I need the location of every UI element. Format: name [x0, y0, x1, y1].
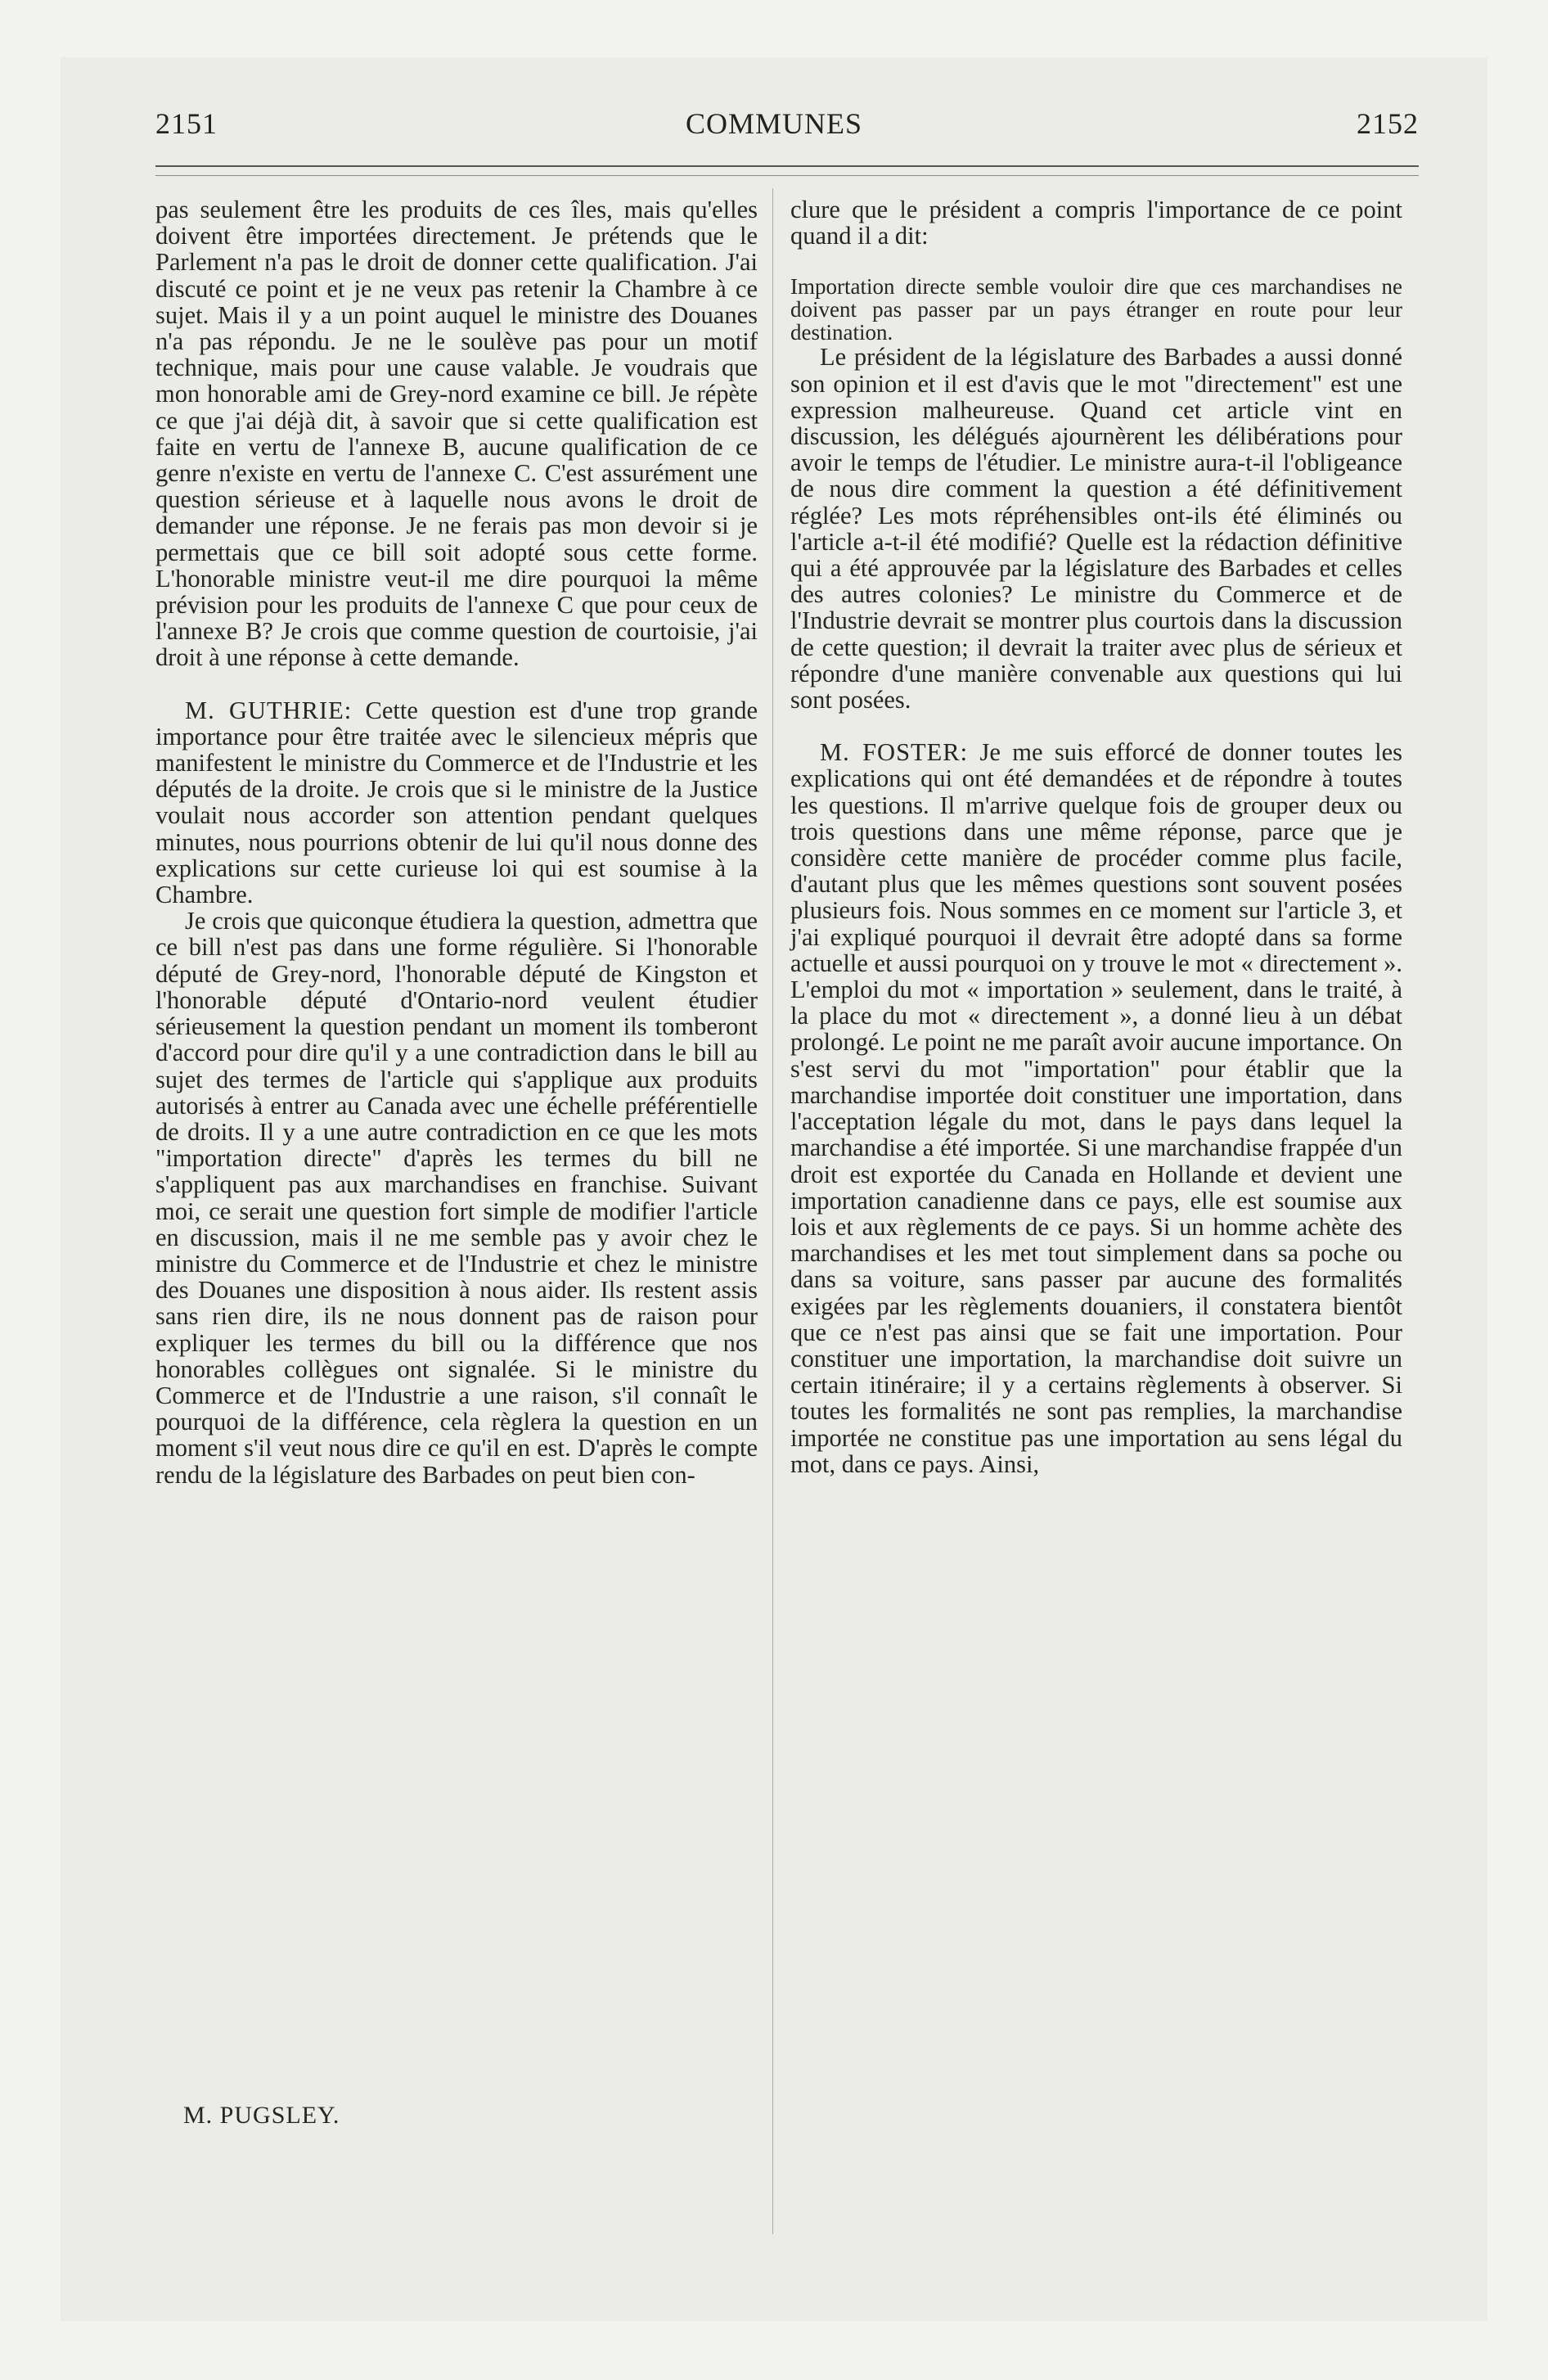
paragraph: Je crois que quiconque étudiera la question, admettra que ce bill n'est pas dans une forme régulière. Si l'honorable député de Grey-nord, l'honorable député de Kingston et l'honorable député d'Ontario-nord veulent étudier sérieusement la question pendant un moment ils tomberont d'accord pour dire qu'il y a une contradiction dans le bill au sujet des termes de l'article qui s'applique aux produits autorisés à entrer au Canada avec une échelle préférentielle de droits. Il y a une autre contradiction en ce que les mots "importation directe" d'après les termes du bill ne s'appliquent pas aux marchandises en franchise. Suivant moi, ce serait une question fort simple de modifier l'article en discussion, mais il ne me semble pas y avoir chez le ministre du Commerce et de l'Industrie et chez le ministre des Douanes une disposition à nous aider. Ils restent assis sans rien dire, ils ne nous donnent pas de raison pour expliquer les termes du bill ou la différence que nos honorables collègues ont signalée. Si le ministre du Commerce et de l'Industrie a une raison, s'il connaît le pourquoi de la différence, cela règlera la question en un moment s'il veut nous dire ce qu'il en est. D'après le compte rendu de la législature des Barbades on peut bien con-: [155, 907, 758, 1489]
speaker-name: M. FOSTER:: [820, 738, 969, 767]
paragraph-text: Je me suis efforcé de donner toutes les explications qui ont été demandées et de répondre à toutes les questions. Il m'arrive quelque fois de grouper deux ou trois questions dans une même réponse, parce que je considère cette manière de procéder comme plus facile, d'autant plus que les mêmes questions sont souvent posées plusieurs fois. Nous sommes en ce moment sur l'article 3, et j'ai expliqué pourquoi il devrait être adopté dans sa forme actuelle et aussi pourquoi on y trouve le mot « directement ». L'emploi du mot « importation » seulement, dans le traité, à la place du mot « directement », a donné lieu à un débat prolongé. Le point ne me paraît avoir aucune importance. On s'est servi du mot "importation" pour établir que la marchandise importée doit constituer une importation, dans l'acceptation légale du mot, dans le pays dans lequel la marchandise a été importée. Si une marchandise frappée d'un droit est exportée du Canada en Hollande et devient une importation canadienne dans ce pays, elle est soumise aux lois et aux règlements de ce pays. Si un homme achète des marchandises et les met tout simplement dans sa poche ou dans sa voiture, sans passer par aucune des formalités exigées par les règlements douaniers, il constatera bientôt que ce n'est pas ainsi que se fait une importation. Pour constituer une importation, la marchandise doit suivre un certain itinéraire; il y a certains règlements à observer. Si toutes les formalités ne sont pas remplies, la marchandise importée ne constitue pas une importation au sens légal du mot, dans ce pays. Ainsi,: [790, 738, 1402, 1478]
paragraph: pas seulement être les produits de ces îles, mais qu'elles doivent être importées directement. Je prétends que le Parlement n'a pas le droit de donner cette qualification. J'ai discuté ce point et je ne veux pas retenir la Chambre à ce sujet. Mais il y a un point auquel le ministre des Douanes n'a pas répondu. Je ne le soulève pas pour un motif technique, mais pour une cause valable. Je voudrais que mon honorable ami de Grey-nord examine ce bill. Je répète ce que j'ai déjà dit, à savoir que si cette qualification est faite en vertu de l'annexe B, aucune qualification de ce genre n'existe en vertu de l'annexe C. C'est assurément une question sérieuse et à laquelle nous avons le droit de demander une réponse. Je ne ferais pas mon devoir si je permettais que ce bill soit adopté sous cette forme. L'honorable ministre veut-il me dire pourquoi la même prévision pour les produits de l'annexe C que pour ceux de l'annexe B? Je crois que comme question de courtoisie, j'ai droit à une réponse à cette demande.: [155, 196, 758, 672]
footer-speaker: M. PUGSLEY.: [183, 2102, 340, 2129]
left-column: [155, 196, 758, 1488]
column-divider: [772, 188, 773, 2234]
paragraph: [155, 697, 758, 908]
paragraph-text: Cette question est d'une trop grande importance pour être traitée avec le silencieux mépris que manifestent le ministre du Commerce et de l'Industrie et les députés de la droite. Je crois que si le ministre de la Justice voulait nous accorder son attention pendant quelques minutes, nous pourrions obtenir de lui qu'il nous donne des explications sur cette curieuse loi qui est soumise à la Chambre.: [155, 696, 758, 909]
paragraph: Le président de la législature des Barbades a aussi donné son opinion et il est d'avis que le mot "directement" est une expression malheureuse. Quand cet article vint en discussion, les délégués ajournèrent les délibérations pour avoir le temps de l'étudier. Le ministre aura-t-il l'obligeance de nous dire comment la question a été définitivement réglée? Les mots répréhensibles ont-ils été éliminés ou l'article a-t-il été modifié? Quelle est la rédaction définitive qui a été approuvée par la législature des Barbades et celles des autres colonies? Le ministre du Commerce et de l'Industrie devrait se montrer plus courtois dans la discussion de cette question; il devrait la traiter avec plus de sérieux et répondre d'une manière convenable aux questions qui lui sont posées.: [790, 343, 1402, 714]
header-rule: [155, 165, 1419, 176]
paragraph: clure que le président a compris l'importance de ce point quand il a dit:: [790, 196, 1402, 250]
page-header: [61, 106, 1487, 156]
right-column: [790, 196, 1402, 1477]
page-number-left: 2151: [155, 107, 218, 140]
running-head: COMMUNES: [685, 107, 863, 140]
document-page: [61, 57, 1487, 2321]
block-quote: Importation directe semble vouloir dire que ces marchandises ne doivent pas passer par un pays étranger en route pour leur destination.: [790, 274, 1402, 345]
page-number-right: 2152: [1357, 107, 1419, 140]
speaker-name: M. GUTHRIE:: [185, 696, 353, 724]
paragraph: [790, 739, 1402, 1477]
